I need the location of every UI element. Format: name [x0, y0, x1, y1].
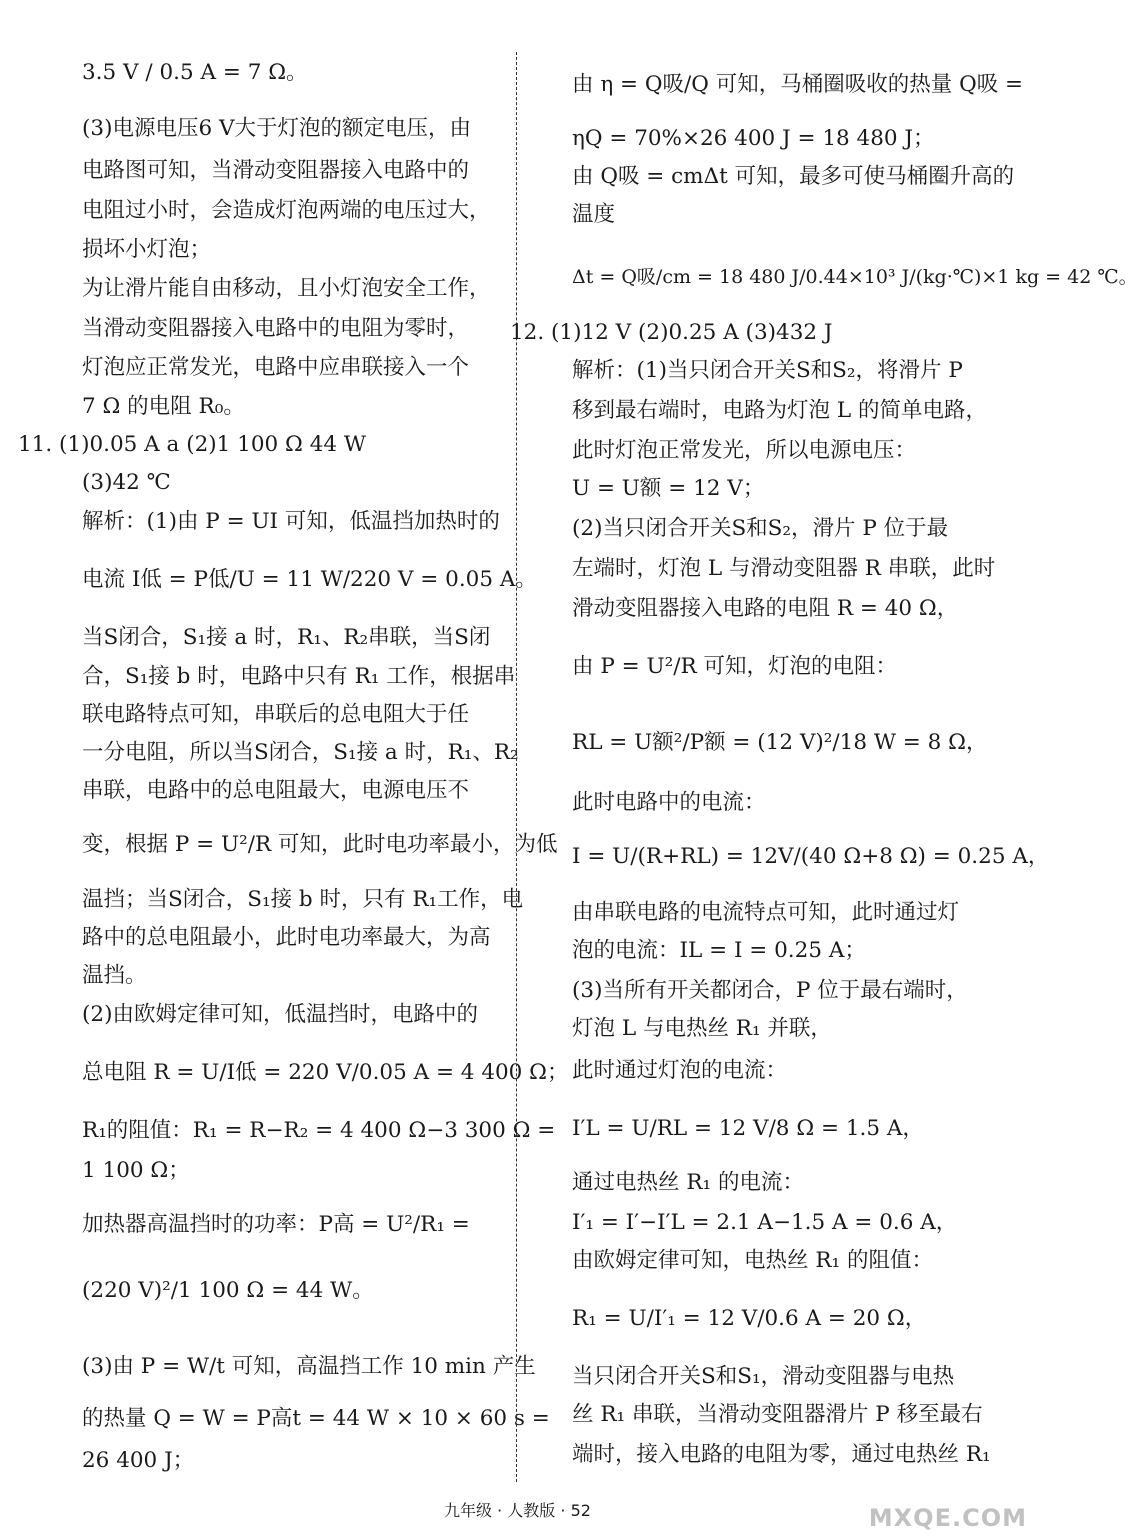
text-line: 灯泡 L 与电热丝 R₁ 并联，	[572, 1016, 832, 1041]
watermark-logo: MXQE.COM	[868, 1504, 1027, 1532]
text-line: 此时通过灯泡的电流：	[572, 1058, 788, 1083]
formula-line: I′L = U/RL = 12 V/8 Ω = 1.5 A，	[572, 1116, 924, 1141]
text-line: 为让滑片能自由移动，且小灯泡安全工作，	[82, 276, 491, 301]
formula-line: I = U/(R+RL) = 12V/(40 Ω+8 Ω) = 0.25 A，	[572, 844, 1050, 869]
text-line: 由 Q吸 = cmΔt 可知，最多可使马桶圈升高的	[572, 164, 1015, 189]
text-line: 损坏小灯泡；	[82, 237, 212, 262]
text-line: 当滑动变阻器接入电路中的电阻为零时，	[82, 316, 470, 341]
formula-line: (3)由 P = W/t 可知，高温挡工作 10 min 产生	[82, 1354, 536, 1379]
text-line: 当只闭合开关S和S₁，滑动变阻器与电热	[572, 1364, 955, 1389]
text-line: 端时，接入电路的电阻为零，通过电热丝 R₁	[572, 1442, 991, 1467]
formula-line: R₁ = U/I′₁ = 12 V/0.6 A = 20 Ω，	[572, 1306, 927, 1331]
text-line: 合，S₁接 b 时，电路中只有 R₁ 工作，根据串	[82, 664, 516, 689]
text-line: 1 100 Ω；	[82, 1158, 190, 1183]
text-line: 电路图可知，当滑动变阻器接入电路中的	[82, 158, 470, 183]
text-line: 联电路特点可知，串联后的总电阻大于任	[82, 702, 470, 727]
formula-line: 电流 I低 = P低/U = 11 W/220 V = 0.05 A。	[82, 567, 537, 592]
text-line: U = U额 = 12 V；	[572, 476, 765, 501]
text-line: 灯泡应正常发光，电路中应串联接入一个	[82, 355, 470, 380]
text-line: (3)当所有开关都闭合，P 位于最右端时，	[572, 978, 968, 1003]
text-line: 左端时，灯泡 L 与滑动变阻器 R 串联，此时	[572, 556, 996, 581]
text-line: 3.5 V / 0.5 A = 7 Ω。	[82, 60, 308, 85]
text-line: 温挡。	[82, 963, 147, 988]
formula-line: 总电阻 R = U/I低 = 220 V/0.05 A = 4 400 Ω；	[82, 1060, 569, 1085]
column-divider	[516, 52, 517, 1482]
text-line: 此时灯泡正常发光，所以电源电压：	[572, 438, 917, 463]
text-line: 一分电阻，所以当S闭合，S₁接 a 时，R₁、R₂	[82, 740, 519, 765]
formula-line: 由 P = U²/R 可知，灯泡的电阻：	[572, 654, 897, 679]
text-line: 此时电路中的电流：	[572, 790, 766, 815]
text-line: 移到最右端时，电路为灯泡 L 的简单电路，	[572, 398, 987, 423]
analysis-line: 解析：(1)由 P = UI 可知，低温挡加热时的	[82, 509, 500, 534]
text-line: (3)电源电压6 V大于灯泡的额定电压，由	[82, 116, 471, 141]
page-footer: 九年级 · 人教版 · 52	[444, 1501, 591, 1520]
text-line: 泡的电流：IL = I = 0.25 A；	[572, 938, 866, 963]
text-line: 滑动变阻器接入电路的电阻 R = 40 Ω，	[572, 596, 959, 621]
text-line: 由欧姆定律可知，电热丝 R₁ 的阻值：	[572, 1248, 933, 1273]
text-line: 通过电热丝 R₁ 的电流：	[572, 1170, 804, 1195]
formula-line: RL = U额²/P额 = (12 V)²/18 W = 8 Ω，	[572, 730, 988, 755]
formula-line: 由 η = Q吸/Q 可知，马桶圈吸收的热量 Q吸 =	[572, 72, 1024, 97]
text-line: (2)由欧姆定律可知，低温挡时，电路中的	[82, 1002, 478, 1027]
text-line: 串联，电路中的总电阻最大，电源电压不	[82, 778, 470, 803]
formula-line: (220 V)²/1 100 Ω = 44 W。	[82, 1278, 374, 1303]
text-line: 26 400 J；	[82, 1448, 195, 1473]
text-line: 由串联电路的电流特点可知，此时通过灯	[572, 900, 960, 925]
formula-line: 加热器高温挡时的功率：P高 = U²/R₁ =	[82, 1212, 470, 1237]
text-line: (3)42 ℃	[82, 470, 171, 495]
text-line: (2)当只闭合开关S和S₂，滑片 P 位于最	[572, 516, 949, 541]
text-line: 温度	[572, 202, 616, 227]
formula-line: Δt = Q吸/cm = 18 480 J/0.44×10³ J/(kg·℃)×1 kg = 42 ℃。	[572, 266, 1138, 288]
formula-line: I′₁ = I′−I′L = 2.1 A−1.5 A = 0.6 A，	[572, 1210, 958, 1235]
analysis-line: 解析：(1)当只闭合开关S和S₂，将滑片 P	[572, 358, 963, 383]
text-line: R₁的阻值：R₁ = R−R₂ = 4 400 Ω−3 300 Ω =	[82, 1118, 556, 1143]
text-line: 丝 R₁ 串联，当滑动变阻器滑片 P 移至最右	[572, 1402, 983, 1427]
text-line: 温挡；当S闭合，S₁接 b 时，只有 R₁工作，电	[82, 887, 524, 912]
text-line: 7 Ω 的电阻 R₀。	[82, 394, 245, 419]
text-line: 当S闭合，S₁接 a 时，R₁、R₂串联，当S闭	[82, 625, 491, 650]
question-12-answer: 12. (1)12 V (2)0.25 A (3)432 J	[510, 320, 833, 345]
question-11-answer: 11. (1)0.05 A a (2)1 100 Ω 44 W	[18, 432, 366, 457]
formula-line: 变，根据 P = U²/R 可知，此时电功率最小，为低	[82, 832, 558, 857]
text-line: 的热量 Q = W = P高t = 44 W × 10 × 60 s =	[82, 1406, 550, 1431]
text-line: 路中的总电阻最小，此时电功率最大，为高	[82, 925, 491, 950]
text-line: 电阻过小时，会造成灯泡两端的电压过大，	[82, 198, 491, 223]
text-line: ηQ = 70%×26 400 J = 18 480 J；	[572, 126, 935, 151]
